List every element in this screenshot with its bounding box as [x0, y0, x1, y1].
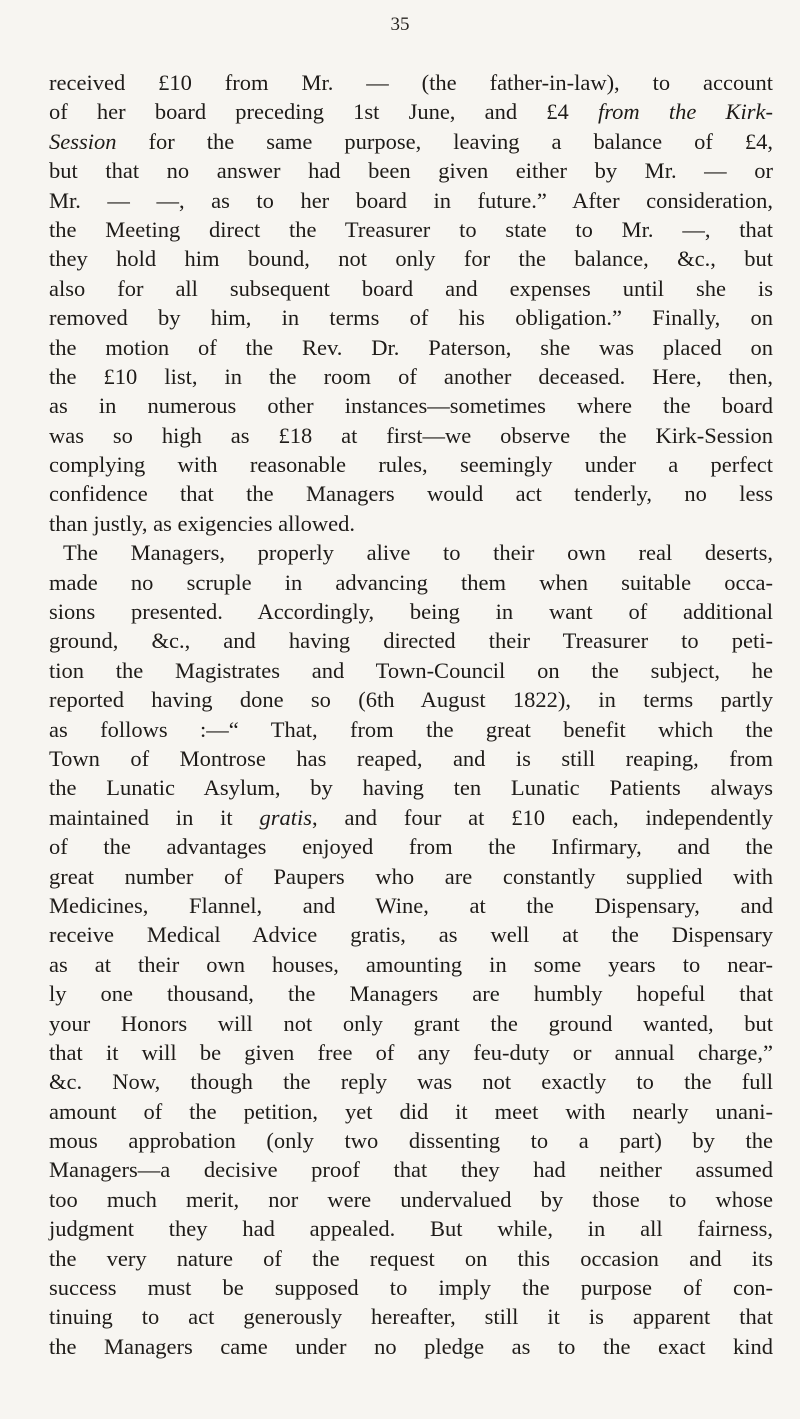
- text-line: [49, 979, 773, 1008]
- text-run: reported having done so (6th August 1822), in terms partly: [49, 687, 773, 713]
- text-run: Town of Montrose has reaped, and is still reaping, from: [49, 745, 773, 771]
- text-line: [49, 1332, 773, 1361]
- text-line: [49, 1067, 773, 1096]
- body-text: [49, 68, 773, 1361]
- text-run: removed by him, in terms of his obligation.” Finally, on: [49, 305, 773, 331]
- text-run: The Managers, properly alive to their own real deserts,: [63, 540, 773, 566]
- text-line: [49, 186, 773, 215]
- text-line: [49, 391, 773, 420]
- text-run: success must be supposed to imply the purpose of con-: [49, 1275, 773, 1301]
- text-line: [49, 920, 773, 949]
- text-run: the £10 list, in the room of another deceased. Here, then,: [49, 363, 773, 389]
- text-run: the very nature of the request on this occasion and its: [49, 1245, 773, 1271]
- text-run: Mr. — —, as to her board in future.” After consideration,: [49, 187, 773, 213]
- text-run: was so high as £18 at first—we observe the Kirk-Session: [49, 422, 773, 448]
- text-run: as follows :—“ That, from the great benefit which the: [49, 716, 773, 742]
- text-run: &c. Now, though the reply was not exactly to the full: [49, 1069, 773, 1095]
- text-run: received £10 from Mr. — (the father-in-law), to account: [49, 70, 773, 95]
- text-run: as in numerous other instances—sometimes where the board: [49, 393, 773, 419]
- text-line: [49, 568, 773, 597]
- text-line: [49, 479, 773, 508]
- text-run: maintained in it: [49, 804, 260, 830]
- text-line: [49, 68, 773, 97]
- text-run: that it will be given free of any feu-duty or annual charge,”: [49, 1039, 773, 1065]
- italic-text: Session: [49, 128, 117, 154]
- text-run: Managers—a decisive proof that they had neither assumed: [49, 1157, 773, 1183]
- text-line: [49, 744, 773, 773]
- text-run: Medicines, Flannel, and Wine, at the Dispensary, and: [49, 892, 773, 918]
- text-run: they hold him bound, not only for the balance, &c., but: [49, 246, 773, 272]
- text-line: [49, 1009, 773, 1038]
- text-line: [49, 1244, 773, 1273]
- text-run: ground, &c., and having directed their Treasurer to peti-: [49, 628, 773, 654]
- text-line: [49, 862, 773, 891]
- text-run: the Lunatic Asylum, by having ten Lunatic Patients always: [49, 775, 773, 801]
- text-line: [49, 597, 773, 626]
- text-run: tion the Magistrates and Town-Council on the subject, he: [49, 657, 773, 683]
- text-line: [49, 715, 773, 744]
- text-line: [49, 215, 773, 244]
- text-run: receive Medical Advice gratis, as well at the Dispensary: [49, 922, 773, 948]
- text-line: [49, 156, 773, 185]
- text-run: as at their own houses, amounting in some years to near-: [49, 951, 773, 977]
- text-run: the motion of the Rev. Dr. Paterson, she was placed on: [49, 334, 773, 360]
- text-line: [49, 773, 773, 802]
- text-run: , and four at £10 each, independently: [312, 804, 773, 830]
- text-run: amount of the petition, yet did it meet with nearly unani-: [49, 1098, 773, 1124]
- text-run: great number of Paupers who are constantly supplied with: [49, 863, 773, 889]
- text-run: but that no answer had been given either by Mr. — or: [49, 158, 773, 184]
- text-line: [49, 891, 773, 920]
- text-line: [49, 1302, 773, 1331]
- text-line: [49, 950, 773, 979]
- text-run: too much merit, nor were undervalued by those to whose: [49, 1186, 773, 1212]
- text-run: ly one thousand, the Managers are humbly hopeful that: [49, 981, 773, 1007]
- text-line: [49, 1214, 773, 1243]
- text-line: [49, 1038, 773, 1067]
- text-run: your Honors will not only grant the ground wanted, but: [49, 1010, 773, 1036]
- text-run: the Meeting direct the Treasurer to state to Mr. —, that: [49, 216, 773, 242]
- text-line: [49, 303, 773, 332]
- text-line: [49, 127, 773, 156]
- italic-text: gratis: [259, 804, 313, 830]
- text-line: [49, 1097, 773, 1126]
- text-run: for the same purpose, leaving a balance of £4,: [116, 128, 773, 154]
- text-line: [49, 832, 773, 861]
- text-run: of her board preceding 1st June, and £4: [49, 99, 598, 125]
- text-line: [49, 626, 773, 655]
- text-line: [49, 244, 773, 273]
- text-line: [49, 1273, 773, 1302]
- text-run: of the advantages enjoyed from the Infirmary, and the: [49, 834, 773, 860]
- text-line: [49, 1155, 773, 1184]
- text-line: [49, 97, 773, 126]
- text-line: [49, 509, 773, 538]
- text-line: [49, 538, 773, 567]
- text-run: also for all subsequent board and expenses until she is: [49, 275, 773, 301]
- text-run: judgment they had appealed. But while, in all fairness,: [49, 1216, 773, 1242]
- text-run: made no scruple in advancing them when suitable occa-: [49, 569, 773, 595]
- text-run: sions presented. Accordingly, being in want of additional: [49, 599, 773, 625]
- text-line: [49, 656, 773, 685]
- text-line: [49, 803, 773, 832]
- text-line: [49, 274, 773, 303]
- text-line: [49, 362, 773, 391]
- text-line: [49, 421, 773, 450]
- text-run: confidence that the Managers would act tenderly, no less: [49, 481, 773, 507]
- text-line: [49, 1185, 773, 1214]
- text-line: [49, 685, 773, 714]
- text-run: tinuing to act generously hereafter, still it is apparent that: [49, 1304, 773, 1330]
- text-run: than justly, as exigencies allowed.: [49, 510, 355, 536]
- text-run: mous approbation (only two dissenting to a part) by the: [49, 1128, 773, 1154]
- italic-text: from the Kirk-: [597, 99, 773, 125]
- text-line: [49, 1126, 773, 1155]
- text-line: [49, 333, 773, 362]
- page-number: 35: [390, 14, 410, 35]
- text-line: [49, 450, 773, 479]
- text-run: the Managers came under no pledge as to the exact kind: [49, 1333, 773, 1359]
- text-run: complying with reasonable rules, seemingly under a perfect: [49, 452, 773, 478]
